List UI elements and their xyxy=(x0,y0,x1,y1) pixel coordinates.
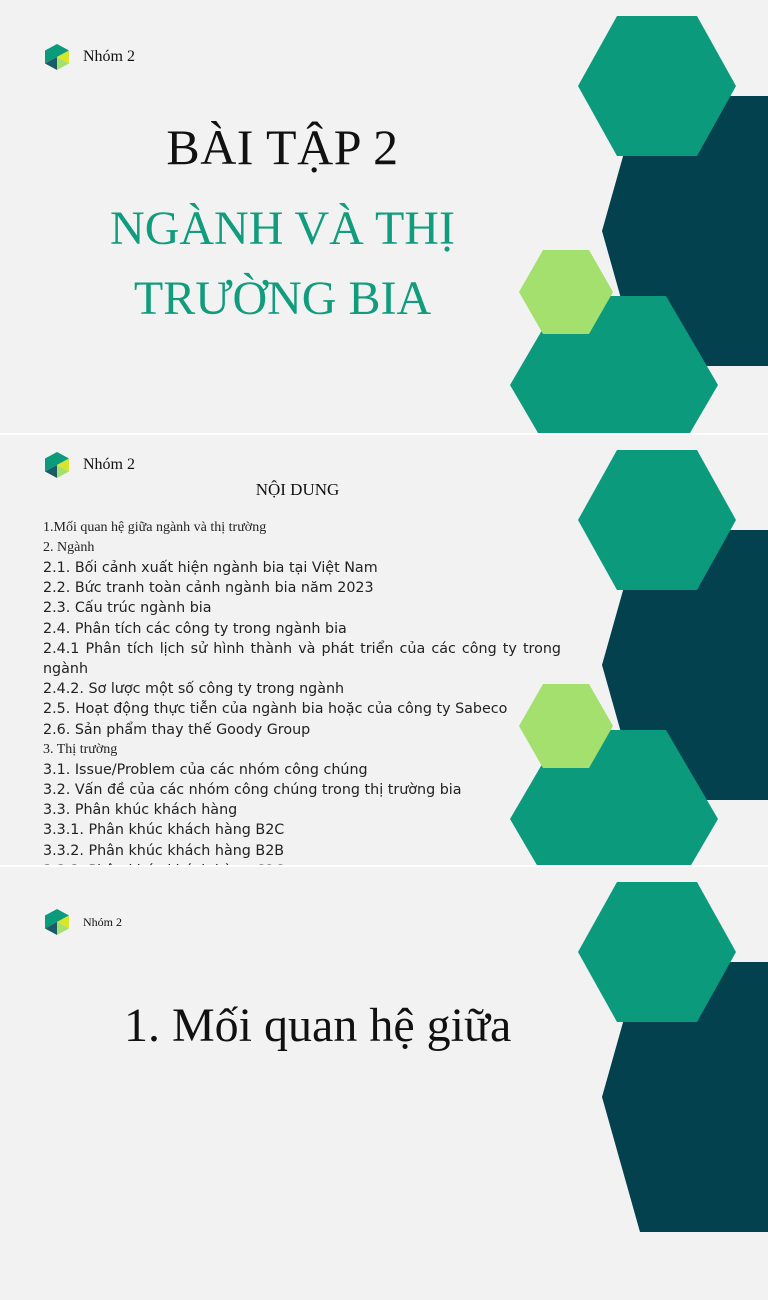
group-logo xyxy=(43,43,135,71)
toc-item: 2.4.1 Phân tích lịch sử hình thành và phát triển của các công ty trong ngành xyxy=(43,640,561,678)
toc-item: 3.3.1. Phân khúc khách hàng B2C xyxy=(43,822,285,839)
toc-item: 2.6. Sản phẩm thay thế Goody Group xyxy=(43,721,311,738)
subtitle-line-1: NGÀNH VÀ THỊ xyxy=(110,202,455,255)
toc-item: 3. Thị trường xyxy=(43,741,118,757)
toc-item: 2.2. Bức tranh toàn cảnh ngành bia năm 2023 xyxy=(43,580,374,597)
toc-item: 2. Ngành xyxy=(43,540,95,555)
toc-item: 3.3.2. Phân khúc khách hàng B2B xyxy=(43,842,285,859)
toc-item: 2.4.2. Sơ lược một số công ty trong ngành xyxy=(43,681,345,698)
toc-item: 1.Mối quan hệ giữa ngành và thị trường xyxy=(43,520,267,535)
hexagon-cube-logo-icon xyxy=(43,43,71,71)
toc-item: 2.4. Phân tích các công ty trong ngành bia xyxy=(43,620,347,637)
page-subtitle xyxy=(0,194,565,334)
toc-item: 3.1. Issue/Problem của các nhóm công chúng xyxy=(43,761,368,778)
toc-item: 2.3. Cấu trúc ngành bia xyxy=(43,600,212,617)
toc-item: 3.2. Vấn đề của các nhóm công chúng trong thị trường bia xyxy=(43,782,462,799)
toc-item: 2.5. Hoạt động thực tiễn của ngành bia hoặc của công ty Sabeco xyxy=(43,701,508,718)
toc-heading: NỘI DUNG xyxy=(255,480,340,499)
group-logo xyxy=(43,908,122,936)
group-label: Nhóm 2 xyxy=(83,914,122,929)
hexagon-cube-logo-icon xyxy=(43,908,71,936)
slide-1-title xyxy=(0,0,768,434)
page-title: BÀI TẬP 2 xyxy=(166,119,399,175)
slide-2-table-of-contents xyxy=(0,434,768,866)
table-of-contents xyxy=(43,518,561,881)
hexagon-cube-logo-icon xyxy=(43,451,71,479)
toc-item: 3.3. Phân khúc khách hàng xyxy=(43,802,238,819)
group-label: Nhóm 2 xyxy=(83,48,135,65)
group-logo xyxy=(43,451,135,479)
toc-item: 2.1. Bối cảnh xuất hiện ngành bia tại Việt Nam xyxy=(43,560,378,576)
subtitle-line-2: TRƯỜNG BIA xyxy=(133,272,432,325)
section-title: 1. Mối quan hệ giữa xyxy=(124,999,512,1052)
slide-3-section xyxy=(0,866,768,1052)
group-label: Nhóm 2 xyxy=(83,456,135,473)
page-divider xyxy=(0,433,768,435)
page-divider xyxy=(0,865,768,867)
